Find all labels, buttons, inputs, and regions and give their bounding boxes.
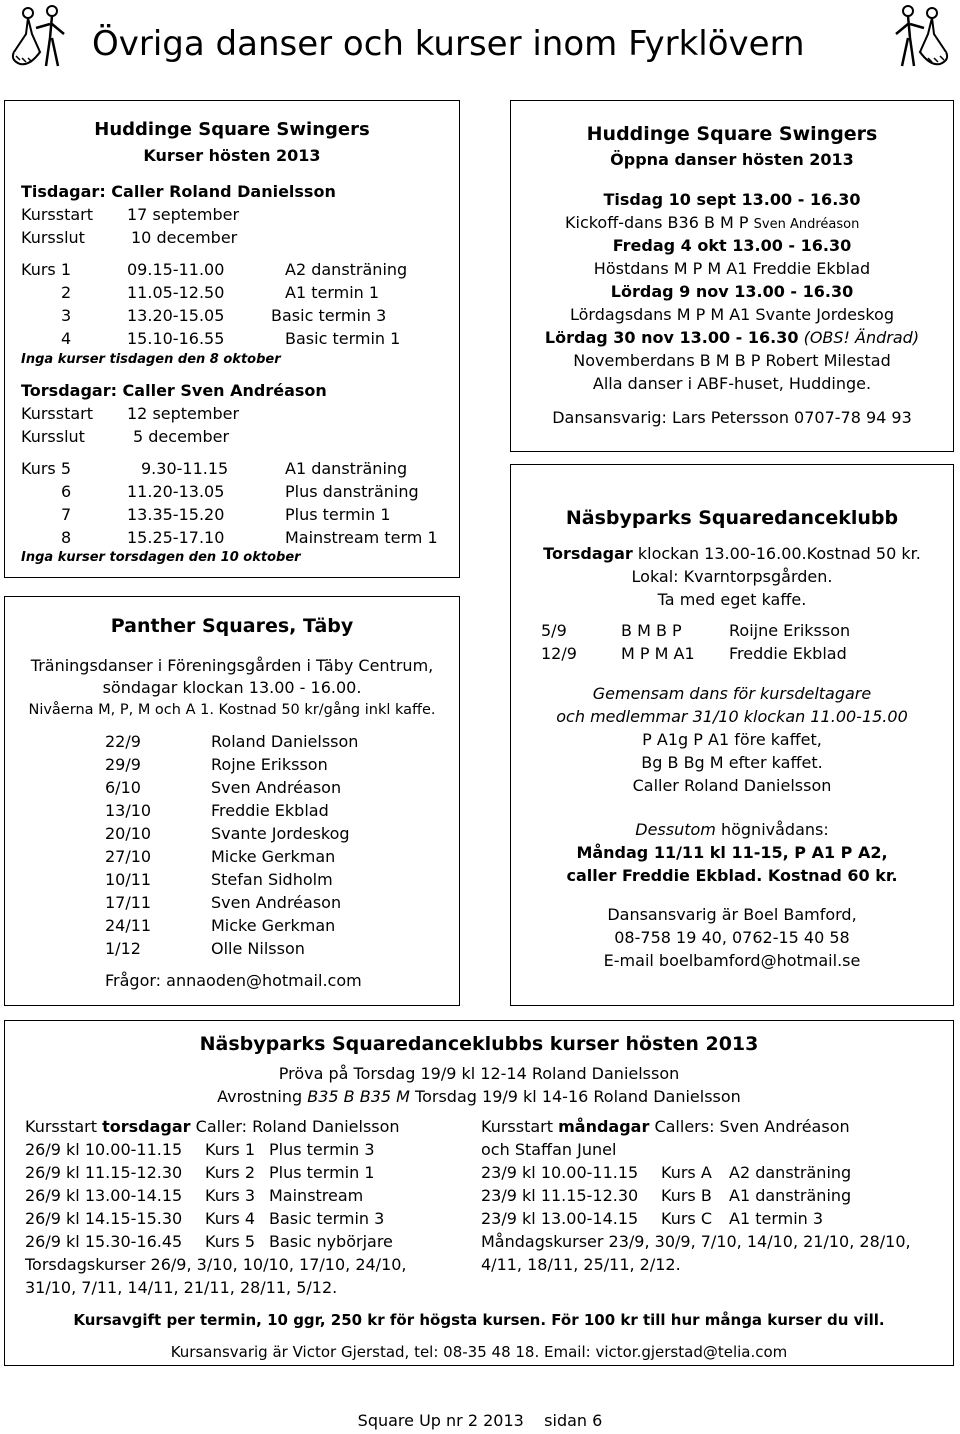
nasby-caller: Roijne Eriksson — [729, 621, 851, 640]
kurs-time: 13.35-15.20 — [127, 505, 225, 524]
panther-date: 13/10 — [105, 801, 152, 820]
kurser-avgift: Kursavgift per termin, 10 ggr, 250 kr för högsta kursen. För 100 kr till hur många kurser du vill. — [73, 1311, 885, 1329]
dans-info: Novemberdans B M B P Robert Milestad — [573, 351, 891, 370]
panther-caller: Stefan Sidholm — [211, 870, 333, 889]
kurs-level: A1 termin 1 — [285, 283, 380, 302]
right-dates1: Måndagskurser 23/9, 30/9, 7/10, 14/10, 21/10, 28/10, — [481, 1232, 911, 1251]
panther-title: Panther Squares, Täby — [110, 615, 354, 637]
kurser-avrostning — [5, 1086, 953, 1108]
panther-caller: Freddie Ekblad — [211, 801, 329, 820]
kurs-time: 11.20-13.05 — [127, 482, 225, 501]
nasby-ansv2: 08-758 19 40, 0762-15 40 58 — [614, 928, 850, 947]
nasby-dessutom-word: Dessutom — [635, 820, 716, 839]
square-dancers-logo-left — [6, 4, 74, 72]
tor-heading: Torsdagar: Caller Sven Andréason — [21, 381, 327, 400]
right-time: 23/9 kl 11.15-12.30 — [481, 1186, 639, 1205]
kurs-num: 7 — [61, 505, 72, 524]
tis-start: 17 september — [127, 205, 240, 224]
panther-line1: Träningsdanser i Föreningsgården i Täby Centrum, — [30, 656, 434, 675]
hss-danser-box — [510, 100, 954, 452]
nasby-box — [510, 464, 954, 1006]
dans-info — [565, 212, 859, 236]
dans-info-text: Kickoff-dans B36 B M P — [565, 213, 749, 232]
kurs-time: 9.30-11.15 — [141, 459, 229, 478]
panther-line2: söndagar klockan 13.00 - 16.00. — [102, 678, 362, 697]
avrostning-label: Avrostning — [217, 1087, 303, 1106]
left-time: 26/9 kl 14.15-15.30 — [25, 1209, 183, 1228]
right-time: 23/9 kl 13.00-14.15 — [481, 1209, 639, 1228]
panther-box — [4, 596, 460, 1006]
page-title: Övriga danser och kurser inom Fyrklövern — [92, 24, 805, 64]
nasby-hog1: Måndag 11/11 kl 11-15, P A1 P A2, — [576, 843, 888, 862]
right-head-caller: Callers: Sven Andréason — [649, 1117, 850, 1136]
nasby-caller: Freddie Ekblad — [729, 644, 847, 663]
left-heading — [25, 1116, 400, 1138]
left-kurs: Kurs 1 — [205, 1140, 256, 1159]
dans-ansvarig: Dansansvarig: Lars Petersson 0707-78 94 93 — [552, 408, 912, 427]
panther-date: 22/9 — [105, 732, 141, 751]
kurs-num: 4 — [61, 329, 72, 348]
nasby-ansv3: E-mail boelbamford@hotmail.se — [603, 951, 861, 970]
panther-caller: Svante Jordeskog — [211, 824, 350, 843]
kurs-level: A1 dansträning — [285, 459, 408, 478]
nasby-g3: P A1g P A1 före kaffet, — [642, 730, 822, 749]
tis-note: Inga kurser tisdagen den 8 oktober — [21, 352, 281, 367]
right-head-day: måndagar — [558, 1117, 650, 1136]
left-head-pre: Kursstart — [25, 1117, 103, 1136]
page-footer: Square Up nr 2 2013 sidan 6 — [357, 1411, 603, 1430]
kurs-num: 2 — [61, 283, 72, 302]
nasby-torsdag-day: Torsdagar — [543, 544, 633, 563]
kurs-time: 15.25-17.10 — [127, 528, 225, 547]
left-time: 26/9 kl 10.00-11.15 — [25, 1140, 183, 1159]
kurs-level: Mainstream term 1 — [285, 528, 438, 547]
avrostning-rest: Torsdag 19/9 kl 14-16 Roland Danielsson — [415, 1087, 741, 1106]
hss-kurser-box — [4, 100, 460, 578]
kurser-prova: Pröva på Torsdag 19/9 kl 12-14 Roland Danielsson — [278, 1064, 680, 1083]
right-level: A2 dansträning — [729, 1163, 852, 1182]
right-heading — [481, 1116, 850, 1138]
kurs-num: Kurs 1 — [21, 260, 72, 279]
nasby-g5: Caller Roland Danielsson — [632, 776, 832, 795]
panther-date: 17/11 — [105, 893, 152, 912]
nasby-ansv1: Dansansvarig är Boel Bamford, — [607, 905, 857, 924]
panther-date: 27/10 — [105, 847, 152, 866]
avrostning-level: B35 B B35 M — [307, 1087, 410, 1106]
tor-slut: 5 december — [133, 427, 230, 446]
kurs-num: 6 — [61, 482, 72, 501]
nasby-g4: Bg B Bg M efter kaffet. — [641, 753, 823, 772]
right-level: A1 dansträning — [729, 1186, 852, 1205]
nasby-kurser-box — [4, 1020, 954, 1366]
kurser-title: Näsbyparks Squaredanceklubbs kurser hösten 2013 — [199, 1033, 759, 1055]
panther-caller: Olle Nilsson — [211, 939, 305, 958]
nasby-title: Näsbyparks Squaredanceklubb — [565, 507, 899, 529]
kurs-level: Plus termin 1 — [285, 505, 391, 524]
left-kurs: Kurs 3 — [205, 1186, 256, 1205]
nasby-hog2: caller Freddie Ekblad. Kostnad 60 kr. — [566, 866, 898, 885]
panther-caller: Sven Andréason — [211, 893, 342, 912]
panther-caller: Rojne Eriksson — [211, 755, 328, 774]
right-kurs: Kurs C — [661, 1209, 713, 1228]
dans-info: Lördagsdans M P M A1 Svante Jordeskog — [570, 305, 894, 324]
left-head-day: torsdagar — [102, 1117, 191, 1136]
left-level: Plus termin 3 — [269, 1140, 375, 1159]
dans-date: Lördag 9 nov 13.00 - 16.30 — [610, 282, 854, 301]
kurs-time: 09.15-11.00 — [127, 260, 225, 279]
hss-kurser-title: Huddinge Square Swingers — [94, 119, 370, 140]
nasby-date: 12/9 — [541, 644, 577, 663]
right-head2: och Staffan Junel — [481, 1140, 617, 1159]
kurs-level: Plus dansträning — [285, 482, 419, 501]
left-level: Basic termin 3 — [269, 1209, 385, 1228]
nasby-torsdag — [511, 543, 953, 565]
square-dancers-logo-right — [886, 4, 954, 72]
nasby-torsdag-info: klockan 13.00-16.00.Kostnad 50 kr. — [632, 544, 921, 563]
tor-start: 12 september — [127, 404, 240, 423]
dans-date-line — [511, 327, 953, 349]
panther-caller: Roland Danielsson — [211, 732, 359, 751]
kurs-level: Basic termin 1 — [285, 329, 401, 348]
panther-caller: Micke Gerkman — [211, 916, 336, 935]
nasby-level: M P M A1 — [621, 644, 695, 663]
left-dates1: Torsdagskurser 26/9, 3/10, 10/10, 17/10, 24/10, — [25, 1255, 407, 1274]
nasby-lokal: Lokal: Kvarntorpsgården. — [631, 567, 833, 586]
tis-slut-label: Kursslut — [21, 228, 85, 247]
panther-date: 10/11 — [105, 870, 152, 889]
left-kurs: Kurs 5 — [205, 1232, 256, 1251]
tor-start-label: Kursstart — [21, 404, 94, 423]
panther-caller: Sven Andréason — [211, 778, 342, 797]
dans-changed-note: (OBS! Ändrad) — [803, 328, 920, 347]
dans-date: Lördag 30 nov 13.00 - 16.30 — [544, 328, 799, 347]
hss-kurser-subtitle: Kurser hösten 2013 — [143, 146, 321, 165]
panther-date: 29/9 — [105, 755, 141, 774]
nasby-dessutom-rest: högnivådans: — [715, 820, 829, 839]
tis-heading: Tisdagar: Caller Roland Danielsson — [21, 182, 336, 201]
tis-start-label: Kursstart — [21, 205, 94, 224]
right-level: A1 termin 3 — [729, 1209, 824, 1228]
nasby-level: B M B P — [621, 621, 682, 640]
dans-date: Fredag 4 okt 13.00 - 16.30 — [612, 236, 852, 255]
nasby-kaffe: Ta med eget kaffe. — [657, 590, 807, 609]
panther-caller: Micke Gerkman — [211, 847, 336, 866]
nasby-gemensam1: Gemensam dans för kursdeltagare — [592, 684, 872, 703]
right-kurs: Kurs B — [661, 1186, 712, 1205]
left-time: 26/9 kl 15.30-16.45 — [25, 1232, 183, 1251]
kurser-ansvarig: Kursansvarig är Victor Gjerstad, tel: 08-35 48 18. Email: victor.gjerstad@telia.com — [170, 1343, 788, 1361]
right-dates2: 4/11, 18/11, 25/11, 2/12. — [481, 1255, 681, 1274]
dans-date: Tisdag 10 sept 13.00 - 16.30 — [603, 190, 861, 209]
nasby-dessutom — [511, 819, 953, 841]
left-time: 26/9 kl 11.15-12.30 — [25, 1163, 183, 1182]
nasby-date: 5/9 — [541, 621, 567, 640]
kurs-time: 15.10-16.55 — [127, 329, 225, 348]
kurs-num: 8 — [61, 528, 72, 547]
left-level: Basic nybörjare — [269, 1232, 393, 1251]
right-head-pre: Kursstart — [481, 1117, 559, 1136]
hss-danser-subtitle: Öppna danser hösten 2013 — [610, 150, 854, 169]
panther-line3: Nivåerna M, P, M och A 1. Kostnad 50 kr/gång inkl kaffe. — [28, 702, 436, 718]
panther-date: 1/12 — [105, 939, 141, 958]
kurs-level: A2 dansträning — [285, 260, 408, 279]
left-kurs: Kurs 4 — [205, 1209, 256, 1228]
panther-date: 24/11 — [105, 916, 152, 935]
nasby-gemensam2: och medlemmar 31/10 klockan 11.00-15.00 — [556, 707, 908, 726]
right-kurs: Kurs A — [661, 1163, 712, 1182]
dans-place: Alla danser i ABF-huset, Huddinge. — [592, 374, 872, 393]
left-kurs: Kurs 2 — [205, 1163, 256, 1182]
panther-date: 20/10 — [105, 824, 152, 843]
kurs-num: Kurs 5 — [21, 459, 72, 478]
kurs-num: 3 — [61, 306, 72, 325]
left-time: 26/9 kl 13.00-14.15 — [25, 1186, 183, 1205]
dans-info: Höstdans M P M A1 Freddie Ekblad — [593, 259, 871, 278]
kurs-time: 13.20-15.05 — [127, 306, 225, 325]
left-dates2: 31/10, 7/11, 14/11, 21/11, 28/11, 5/12. — [25, 1278, 338, 1297]
kurs-time: 11.05-12.50 — [127, 283, 225, 302]
kurs-level: Basic termin 3 — [271, 306, 387, 325]
panther-contact: Frågor: annaoden@hotmail.com — [105, 971, 362, 990]
dans-caller: Sven Andréason — [753, 217, 860, 232]
tor-slut-label: Kursslut — [21, 427, 85, 446]
left-level: Mainstream — [269, 1186, 364, 1205]
tis-slut: 10 december — [131, 228, 238, 247]
left-level: Plus termin 1 — [269, 1163, 375, 1182]
left-head-caller: Caller: Roland Danielsson — [190, 1117, 400, 1136]
panther-date: 6/10 — [105, 778, 141, 797]
tor-note: Inga kurser torsdagen den 10 oktober — [21, 550, 301, 565]
right-time: 23/9 kl 10.00-11.15 — [481, 1163, 639, 1182]
hss-danser-title: Huddinge Square Swingers — [586, 123, 878, 145]
